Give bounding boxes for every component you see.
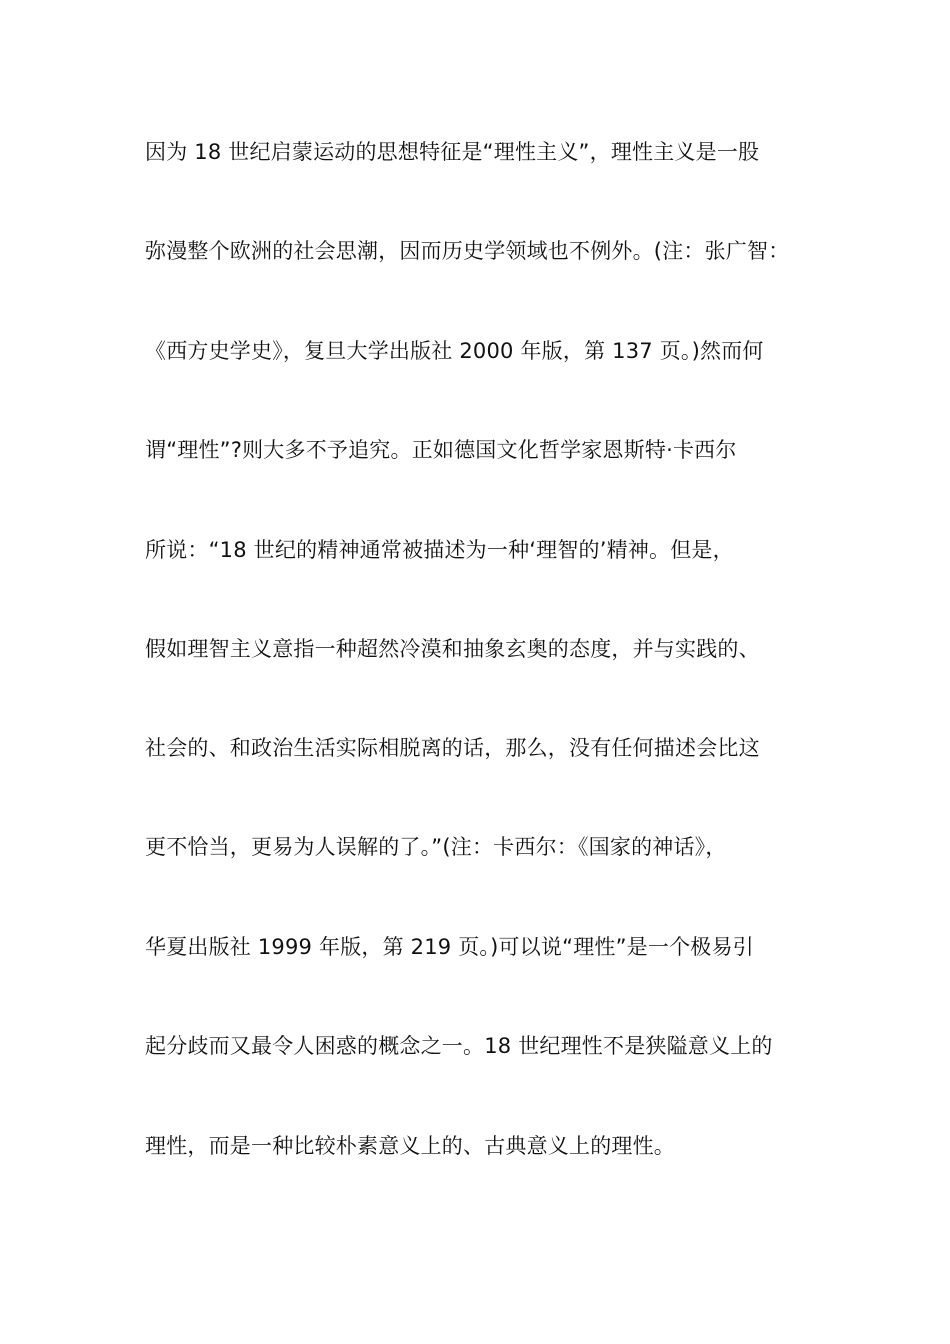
paragraph-line: 谓“理性”?则大多不予追究。正如德国文化哲学家恩斯特·卡西尔 xyxy=(145,438,737,462)
paragraph-line: 弥漫整个欧洲的社会思潮，因而历史学领域也不例外。(注：张广智： xyxy=(145,239,790,263)
paragraph-line: 因为 18 世纪启蒙运动的思想特征是“理性主义”，理性主义是一股 xyxy=(145,140,760,164)
paragraph-line: 假如理智主义意指一种超然冷漠和抽象玄奥的态度，并与实践的、 xyxy=(145,637,760,661)
paragraph-line: 更不恰当，更易为人误解的了。”(注：卡西尔：《国家的神话》， xyxy=(145,835,727,859)
paragraph-line: 所说：“18 世纪的精神通常被描述为一种‘理智的’精神。但是， xyxy=(145,538,734,562)
paragraph-line: 理性，而是一种比较朴素意义上的、古典意义上的理性。 xyxy=(145,1134,675,1158)
paragraph-line: 起分歧而又最令人困惑的概念之一。18 世纪理性不是狭隘意义上的 xyxy=(145,1034,773,1058)
paragraph-line: 《西方史学史》，复旦大学出版社 2000 年版，第 137 页。)然而何 xyxy=(145,339,764,363)
paragraph-line: 华夏出版社 1999 年版，第 219 页。)可以说“理性”是一个极易引 xyxy=(145,935,754,959)
paragraph-line: 社会的、和政治生活实际相脱离的话，那么，没有任何描述会比这 xyxy=(145,736,760,760)
